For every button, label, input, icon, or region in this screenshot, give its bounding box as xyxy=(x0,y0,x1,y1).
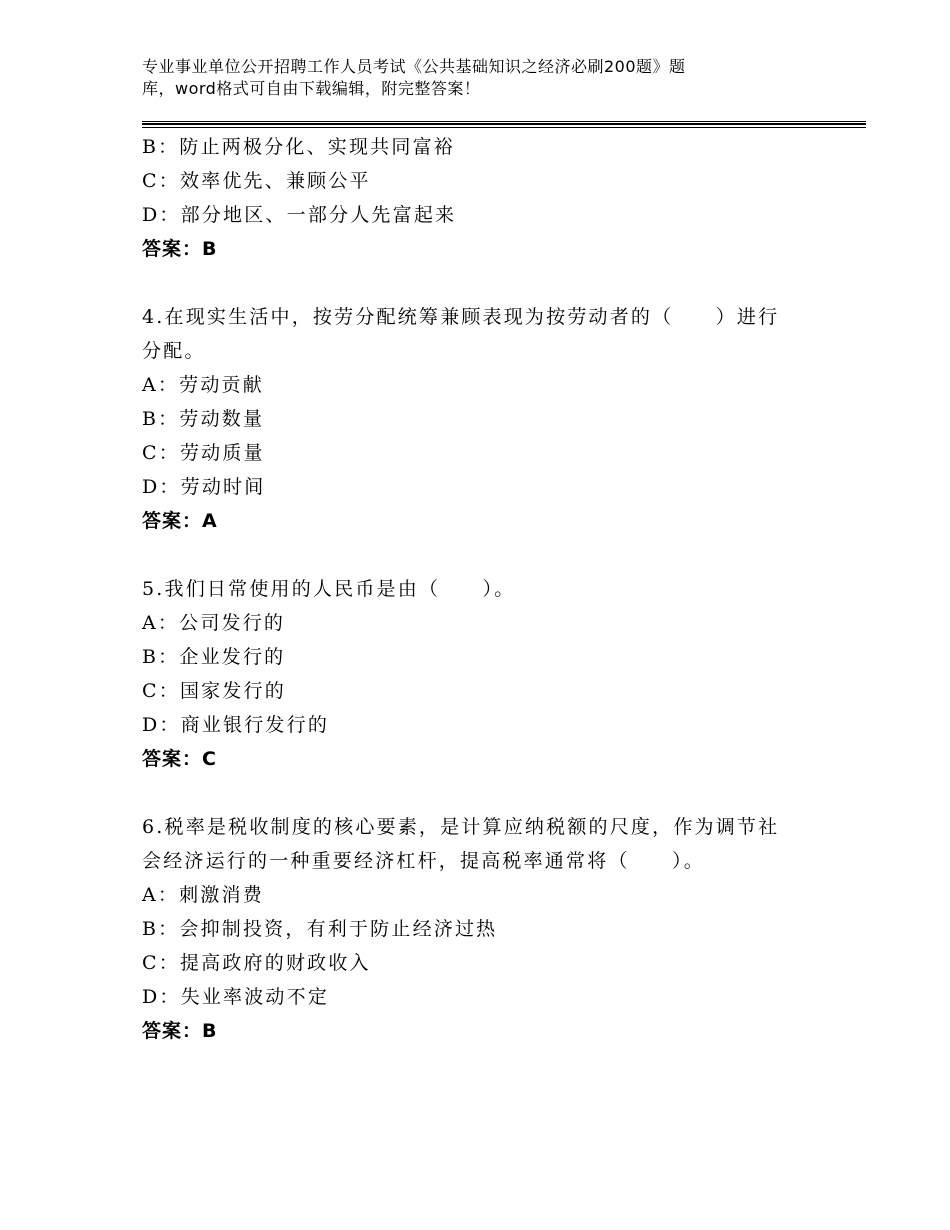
question-4-block xyxy=(142,300,812,538)
option-a: A：刺激消费 xyxy=(142,884,264,906)
question-text-line-1: 5.我们日常使用的人民币是由（ ）。 xyxy=(142,578,516,600)
spacer xyxy=(142,266,812,300)
answer-label: 答案：B xyxy=(142,1020,218,1042)
header-line-1: 专业事业单位公开招聘工作人员考试《公共基础知识之经济必刷200题》题 xyxy=(142,57,686,76)
option-d: D：失业率波动不定 xyxy=(142,986,330,1008)
spacer xyxy=(142,776,812,810)
option-c: C：提高政府的财政收入 xyxy=(142,952,371,974)
header-rule-top xyxy=(142,121,866,122)
option-b: B：劳动数量 xyxy=(142,408,265,430)
header-rule-middle xyxy=(142,123,866,125)
option-d: D：部分地区、一部分人先富起来 xyxy=(142,204,457,226)
option-b: B：防止两极分化、实现共同富裕 xyxy=(142,136,455,158)
question-5-block xyxy=(142,572,812,776)
question-6-block xyxy=(142,810,812,1048)
header-line-2: 库，word格式可自由下载编辑，附完整答案！ xyxy=(142,79,481,98)
spacer xyxy=(142,538,812,572)
answer-label: 答案：A xyxy=(142,510,218,532)
answer-label: 答案：C xyxy=(142,748,217,770)
question-3-block xyxy=(142,130,812,266)
answer-label: 答案：B xyxy=(142,238,218,260)
option-b: B：企业发行的 xyxy=(142,646,286,668)
option-a: A：劳动贡献 xyxy=(142,374,264,396)
question-text-line-1: 4.在现实生活中，按劳分配统筹兼顾表现为按劳动者的（ ）进行 xyxy=(142,306,780,328)
question-text-line-2: 会经济运行的一种重要经济杠杆，提高税率通常将（ ）。 xyxy=(142,850,705,872)
option-a: A：公司发行的 xyxy=(142,612,286,634)
question-text-line-1: 6.税率是税收制度的核心要素，是计算应纳税额的尺度，作为调节社 xyxy=(142,816,780,838)
option-d: D：劳动时间 xyxy=(142,476,266,498)
option-c: C：劳动质量 xyxy=(142,442,265,464)
question-text-line-2: 分配。 xyxy=(142,340,206,362)
question-content xyxy=(142,130,812,1048)
header-rule-bottom xyxy=(142,127,866,128)
option-d: D：商业银行发行的 xyxy=(142,714,330,736)
option-c: C：国家发行的 xyxy=(142,680,286,702)
document-header xyxy=(142,56,782,100)
option-c: C：效率优先、兼顾公平 xyxy=(142,170,371,192)
option-b: B：会抑制投资，有利于防止经济过热 xyxy=(142,918,498,940)
